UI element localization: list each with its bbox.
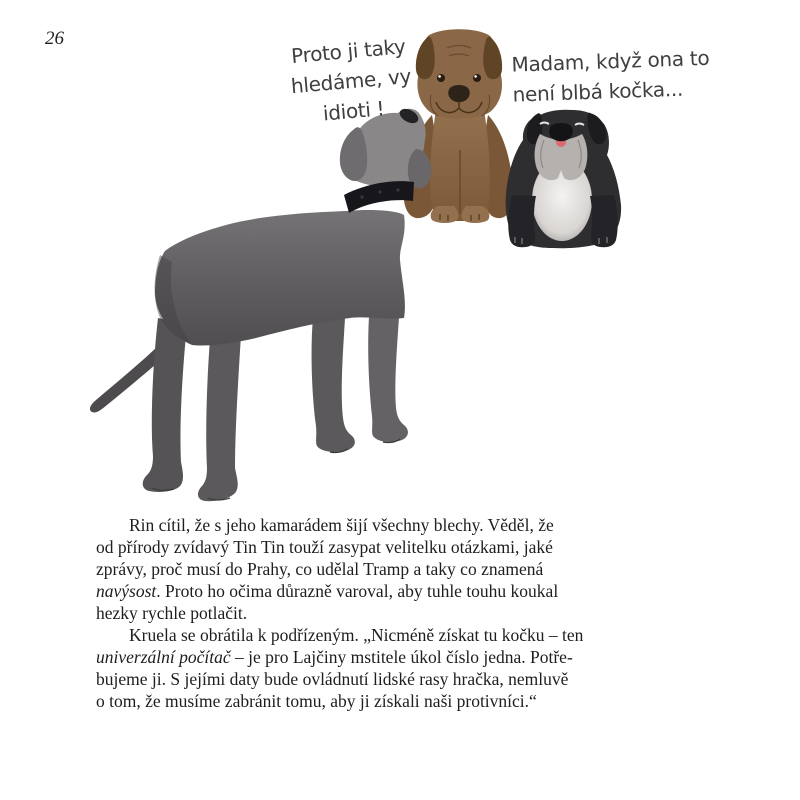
- text-line: bujeme ji. S jejími daty bude ovládnutí lidské rasy hračka, nemluvě: [96, 669, 569, 689]
- text-line: hezky rychle potlačit.: [96, 603, 248, 623]
- page-number: 26: [45, 28, 64, 49]
- speech-line: Madam, když ona to: [511, 45, 710, 77]
- text-line: univerzální počítač – je pro Lajčiny mstitele úkol číslo jedna. Potře-: [96, 647, 573, 667]
- black-bulldog-illustration: [506, 110, 621, 249]
- speech-line: hledáme, vy: [289, 63, 413, 99]
- text-line: zprávy, proč musí do Prahy, co udělal Tramp a taky co znamená: [96, 559, 544, 579]
- text-line: Rin cítil, že s jeho kamarádem šijí všechny blechy. Věděl, že: [129, 515, 554, 535]
- gray-dog-illustration: [90, 106, 431, 501]
- text-line: od přírody zvídavý Tin Tin touží zasypat velitelku otázkami, jaké: [96, 537, 553, 557]
- text-line: Kruela se obrátila k podřízeným. „Nicméně získat tu kočku – ten: [129, 625, 584, 645]
- speech-line: idioti !: [321, 96, 386, 126]
- speech-left: [258, 28, 443, 133]
- speech-right: [511, 42, 723, 109]
- speech-line: Proto ji taky: [290, 34, 407, 69]
- speech-line: není blbá kočka...: [512, 76, 684, 107]
- text-line: navýsost. Proto ho očima důrazně varoval, aby tuhle touhu koukal: [96, 581, 559, 601]
- text-line: o tom, že musíme zabránit tomu, aby ji získali naši protivníci.“: [96, 691, 537, 711]
- body-text: [96, 514, 686, 712]
